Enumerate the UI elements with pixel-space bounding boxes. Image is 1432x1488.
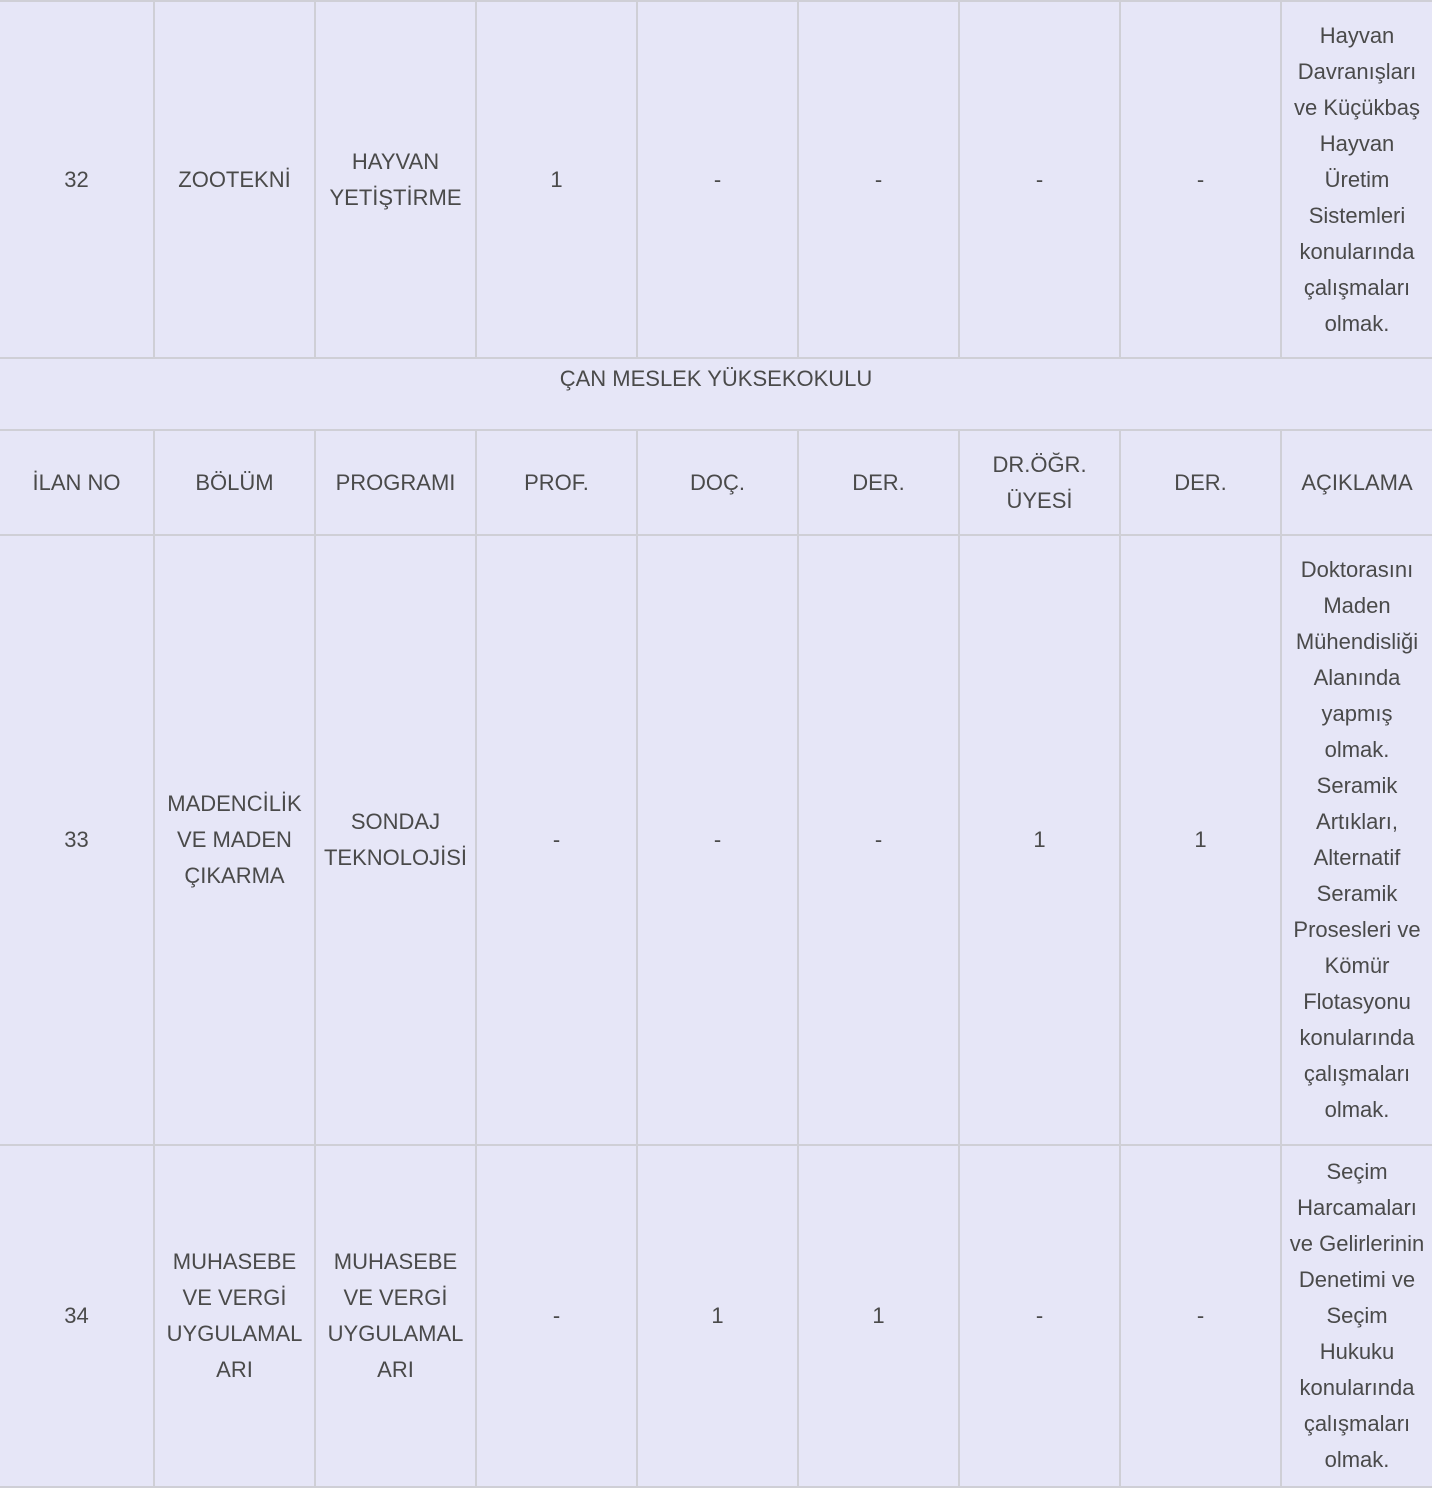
doc-cell: - [637, 1, 798, 358]
dr-der-cell: - [1120, 1, 1281, 358]
bolum-cell: MADENCİLİK VE MADEN ÇIKARMA [154, 535, 315, 1145]
programi-cell: HAYVAN YETİŞTİRME [315, 1, 476, 358]
doc-der-cell: - [798, 535, 959, 1145]
header-der-1: DER. [798, 430, 959, 535]
programi-cell: SONDAJ TEKNOLOJİSİ [315, 535, 476, 1145]
aciklama-cell: Hayvan Davranışları ve Küçükbaş Hayvan Üretim Sistemleri konularında çalışmaları olmak. [1281, 1, 1432, 358]
header-row [0, 430, 1432, 535]
dr-ogr-uyesi-cell: 1 [959, 535, 1120, 1145]
doc-cell: 1 [637, 1145, 798, 1487]
bolum-cell: ZOOTEKNİ [154, 1, 315, 358]
section-title: ÇAN MESLEK YÜKSEKOKULU [0, 358, 1432, 430]
table-row [0, 1145, 1432, 1487]
ilan-no-cell: 32 [0, 1, 154, 358]
ilan-no-cell: 34 [0, 1145, 154, 1487]
header-ilan-no: İLAN NO [0, 430, 154, 535]
aciklama-cell: Seçim Harcamaları ve Gelirlerinin Denetimi ve Seçim Hukuku konularında çalışmaları olmak. [1281, 1145, 1432, 1487]
aciklama-cell: Doktorasını Maden Mühendisliği Alanında yapmış olmak. Seramik Artıkları, Alternatif Seramik Prosesleri ve Kömür Flotasyonu konularında çalışmaları olmak. [1281, 535, 1432, 1145]
header-programi: PROGRAMI [315, 430, 476, 535]
doc-der-cell: - [798, 1, 959, 358]
table-row [0, 535, 1432, 1145]
header-dr-ogr-uyesi: DR.ÖĞR. ÜYESİ [959, 430, 1120, 535]
dr-der-cell: 1 [1120, 535, 1281, 1145]
prof-cell: 1 [476, 1, 637, 358]
ilan-no-cell: 33 [0, 535, 154, 1145]
section-row [0, 358, 1432, 430]
bolum-cell: MUHASEBE VE VERGİ UYGULAMAL ARI [154, 1145, 315, 1487]
header-prof: PROF. [476, 430, 637, 535]
header-aciklama: AÇIKLAMA [1281, 430, 1432, 535]
prof-cell: - [476, 535, 637, 1145]
header-der-2: DER. [1120, 430, 1281, 535]
dr-ogr-uyesi-cell: - [959, 1145, 1120, 1487]
dr-der-cell: - [1120, 1145, 1281, 1487]
doc-der-cell: 1 [798, 1145, 959, 1487]
header-doc: DOÇ. [637, 430, 798, 535]
header-bolum: BÖLÜM [154, 430, 315, 535]
doc-cell: - [637, 535, 798, 1145]
table-row [0, 1, 1432, 358]
dr-ogr-uyesi-cell: - [959, 1, 1120, 358]
programi-cell: MUHASEBE VE VERGİ UYGULAMAL ARI [315, 1145, 476, 1487]
prof-cell: - [476, 1145, 637, 1487]
